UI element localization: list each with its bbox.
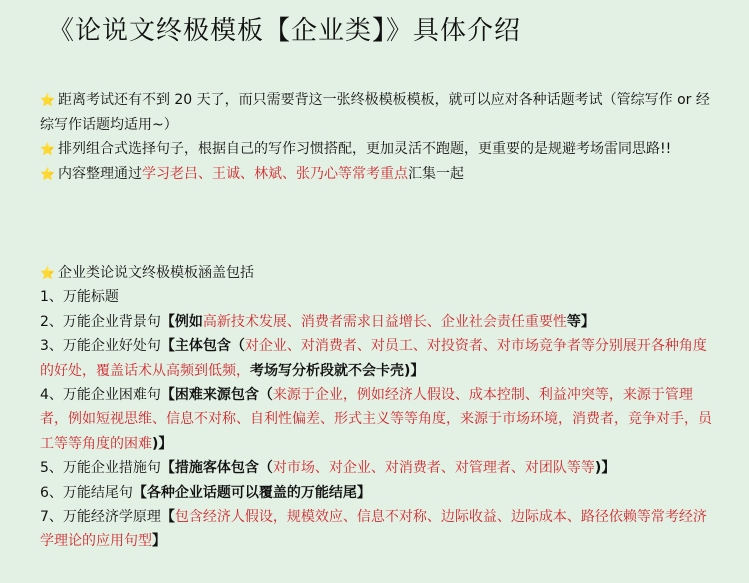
item-lead: 【困难来源包含（ (160, 387, 273, 404)
star-icon: ⭐ (40, 93, 55, 107)
list-item (40, 334, 715, 383)
item-lead: 【各种企业话题可以覆盖的万能结尾】 (132, 484, 371, 501)
item-highlight: 来源于企业，例如经济人假设、成本控制、利益冲突等，来源于管理者，例如短视思维、信息不对称、自利性偏差、形式主义等等角度，来源于市场环境，消费者，竞争对手，员工等等角度的困难 (40, 387, 712, 452)
item-highlight: 对市场、对企业、对消费者、对管理者、对团队等等 (272, 460, 595, 477)
item-lead: 【 (160, 509, 175, 526)
category-heading (40, 261, 715, 285)
list-item (40, 310, 715, 334)
item-number: 6、 (40, 484, 63, 501)
item-name: 万能结尾句 (62, 484, 133, 501)
intro-section (40, 88, 710, 186)
item-highlight: 包含经济人假设，规模效应、信息不对称、边际收益、边际成本、路径依赖等常考经济学理论的应用句型 (40, 509, 707, 550)
item-name: 万能企业好处句 (62, 338, 161, 355)
intro-text-3-prefix: 内容整理通过 (57, 165, 142, 182)
item-number: 1、 (40, 289, 63, 306)
item-tail: 】 (152, 533, 166, 550)
item-highlight: 对企业、对消费者、对员工、对投资者、对市场竞争者等分别展开各种角度的好处，覆盖话术从高频到低频， (40, 338, 707, 379)
intro-item-1 (40, 88, 710, 137)
item-tail: 考场写分析段就不会卡壳)】 (250, 362, 425, 379)
star-icon: ⭐ (40, 142, 55, 156)
item-number: 2、 (40, 313, 63, 330)
item-name: 万能经济学原理 (62, 509, 161, 526)
item-lead: 【措施客体包含（ (160, 460, 273, 477)
item-tail: 等】 (566, 313, 595, 330)
item-lead: 【主体包含（ (160, 338, 245, 355)
list-item (40, 285, 715, 309)
item-highlight: 高新技术发展、消费者需求日益增长、企业社会责任重要性 (202, 313, 567, 330)
page-title: 《论说文终极模板【企业类】》具体介绍 (48, 16, 522, 46)
star-icon: ⭐ (40, 166, 55, 181)
item-number: 7、 (40, 509, 63, 526)
intro-text-3-suffix: 汇集一起 (407, 165, 464, 182)
item-name: 万能企业困难句 (62, 387, 161, 404)
category-section (40, 261, 715, 554)
intro-item-2 (40, 137, 710, 162)
category-heading-text: 企业类论说文终极模板涵盖包括 (57, 265, 254, 281)
item-tail: )】 (152, 435, 173, 452)
list-item (40, 481, 715, 505)
intro-text-2: 排列组合式选择句子，根据自己的写作习惯搭配，更加灵活不跑题，更重要的是规避考场雷同思路!! (57, 141, 672, 157)
star-icon: ⭐ (40, 266, 55, 280)
item-number: 5、 (40, 460, 63, 477)
item-number: 3、 (40, 338, 63, 355)
list-item (40, 383, 715, 456)
item-tail: )】 (594, 460, 616, 477)
item-name: 万能标题 (62, 289, 119, 306)
intro-text-1: 距离考试还有不到 20 天了，而只需要背这一张终极模板模板，就可以应对各种话题考试（管综写作 or 经综写作话题均适用~） (40, 92, 710, 133)
intro-text-3-highlight: 学习老吕、王诚、林斌、张乃心等常考重点 (141, 165, 408, 182)
intro-item-3 (40, 162, 710, 187)
item-lead: 【例如 (160, 313, 203, 330)
item-name: 万能企业措施句 (62, 460, 161, 477)
item-name: 万能企业背景句 (62, 313, 161, 330)
list-item (40, 505, 715, 554)
list-item (40, 456, 715, 480)
item-number: 4、 (40, 387, 63, 404)
